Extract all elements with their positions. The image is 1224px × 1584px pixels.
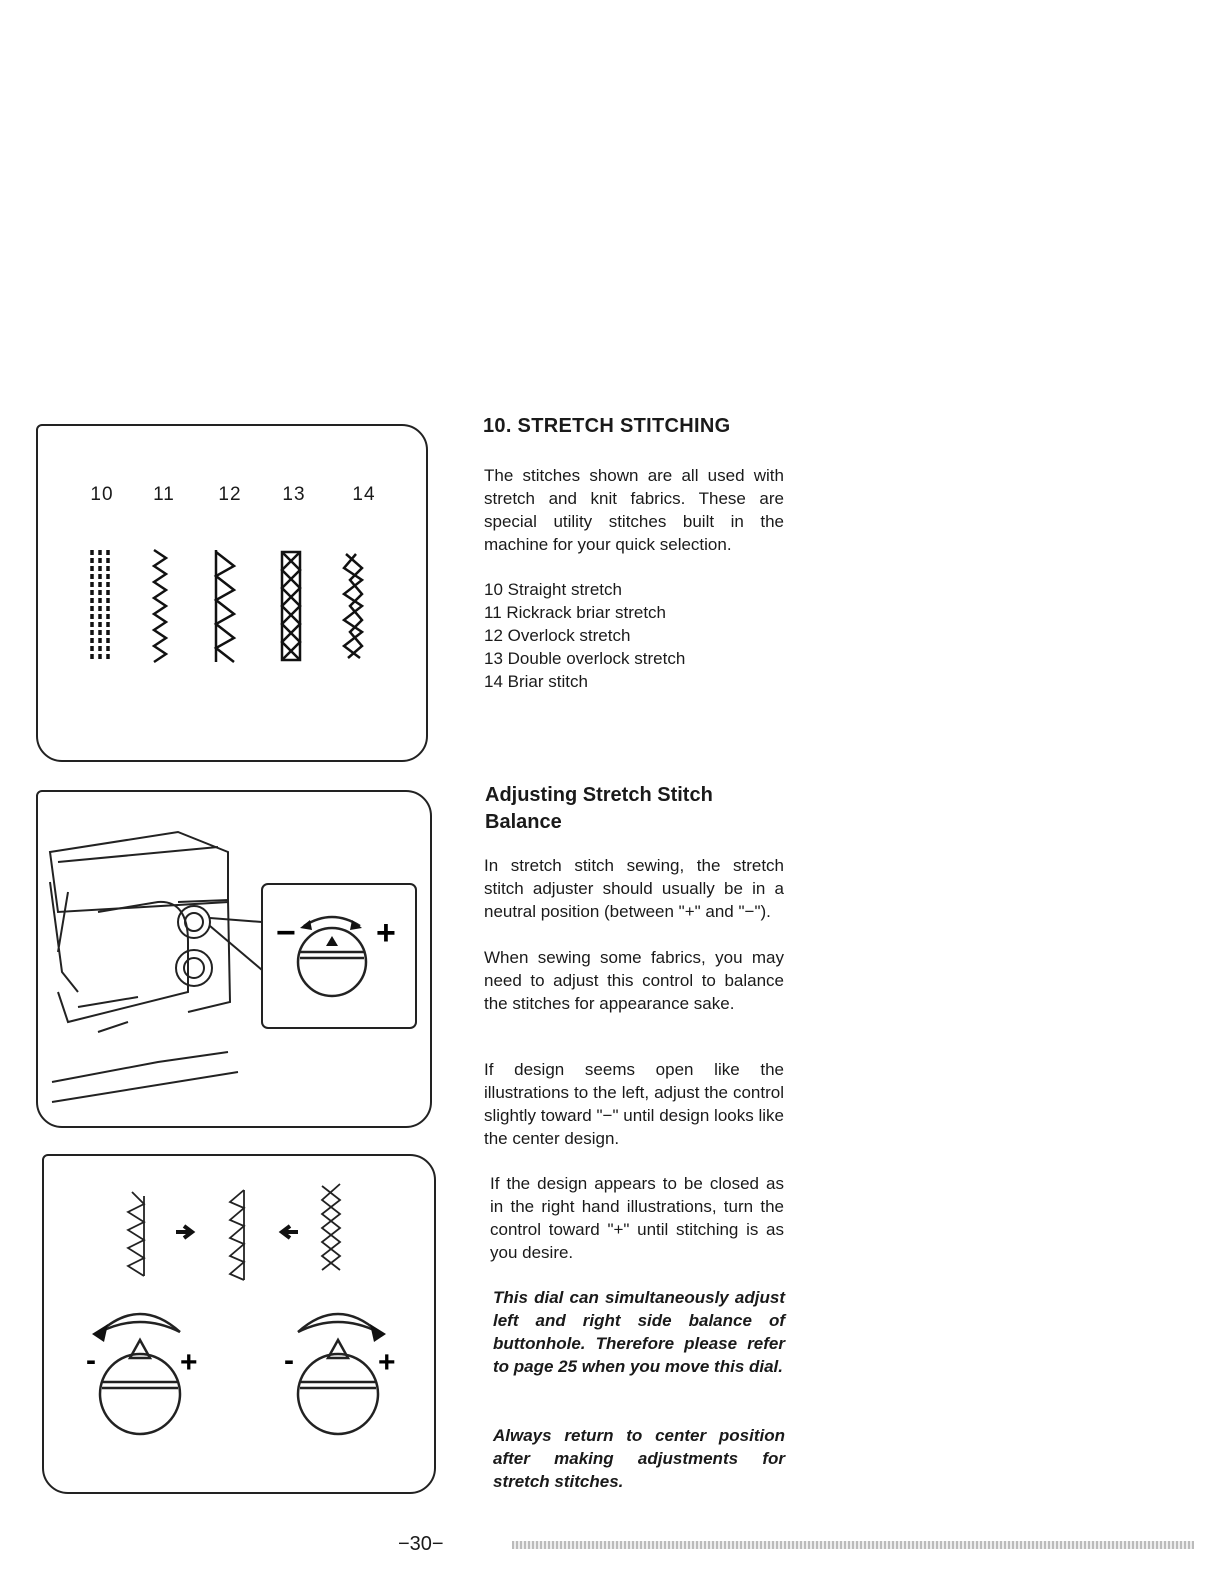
list-item: 13 Double overlock stretch	[484, 649, 686, 668]
paragraph-closed-design: If the design appears to be closed as in the right hand illustrations, turn the control toward "+" until stitching is as you desire.	[490, 1174, 784, 1262]
bottom-scan-rule	[512, 1541, 1194, 1549]
section-title: 10. STRETCH STITCHING	[483, 415, 731, 437]
briar-stitch-icon	[344, 554, 362, 658]
closed-stitch-design-icon	[322, 1184, 340, 1270]
stitch-list	[484, 578, 784, 693]
paragraph-some-fabrics: When sewing some fabrics, you may need to adjust this control to balance the stitches for appearance sake.	[484, 948, 784, 1013]
arrow-right-icon	[370, 1324, 386, 1342]
dial-turned-plus-icon	[298, 1314, 378, 1434]
sewing-machine-illustration	[50, 832, 238, 1102]
straight-stretch-stitch-icon	[92, 550, 108, 662]
stitch-patterns-figure	[36, 424, 428, 762]
page-number: −30−	[398, 1533, 444, 1555]
rickrack-stitch-icon	[154, 550, 166, 662]
machine-dial-figure	[36, 790, 432, 1128]
overlock-stitch-icon	[216, 550, 234, 662]
list-item: 12 Overlock stretch	[484, 626, 631, 645]
balance-drawing	[44, 1156, 434, 1492]
arrow-left-icon	[282, 1226, 298, 1238]
machine-drawing	[38, 792, 430, 1126]
stitch-number-11: 11	[153, 484, 175, 505]
dial-minus-label: −	[276, 914, 296, 952]
right-dial-minus-label: -	[284, 1344, 294, 1377]
note-buttonhole: This dial can simultaneously adjust left and right side balance of buttonhole. Therefore please refer to page 25 when you move this dial.	[493, 1288, 785, 1376]
dial-plus-label: +	[376, 914, 396, 952]
note-center-position: Always return to center position after making adjustments for stretch stitches.	[493, 1426, 785, 1491]
paragraph-neutral-position: In stretch stitch sewing, the stretch stitch adjuster should usually be in a neutral position (between "+" and "−").	[484, 856, 784, 921]
arrow-left-icon	[92, 1324, 108, 1342]
dial-turned-minus-icon	[100, 1314, 180, 1434]
stitch-number-13: 13	[282, 484, 306, 505]
dial-zoom-box	[262, 884, 416, 1028]
paragraph-open-design: If design seems open like the illustrations to the left, adjust the control slightly toward "−" until design looks like the center design.	[484, 1060, 784, 1148]
double-overlock-stitch-icon	[282, 552, 300, 660]
stitch-number-12: 12	[218, 484, 242, 505]
list-item: 11 Rickrack briar stretch	[484, 603, 667, 622]
intro-paragraph: The stitches shown are all used with stretch and knit fabrics. These are special utility stitches built in the machine for your quick selection.	[484, 466, 784, 554]
subsection-title: Adjusting Stretch Stitch Balance	[485, 784, 713, 833]
stitch-number-10: 10	[90, 484, 114, 505]
list-item: 14 Briar stitch	[484, 672, 588, 691]
stitch-number-14: 14	[352, 484, 376, 505]
right-dial-plus-label: +	[378, 1346, 396, 1379]
stitch-patterns-drawing	[38, 426, 426, 760]
left-dial-minus-label: -	[86, 1344, 96, 1377]
open-stitch-design-icon	[128, 1192, 144, 1276]
arrow-right-icon	[176, 1226, 192, 1238]
center-stitch-design-icon	[230, 1190, 244, 1280]
list-item: 10 Straight stretch	[484, 580, 622, 599]
left-dial-plus-label: +	[180, 1346, 198, 1379]
balance-adjustment-figure	[42, 1154, 436, 1494]
